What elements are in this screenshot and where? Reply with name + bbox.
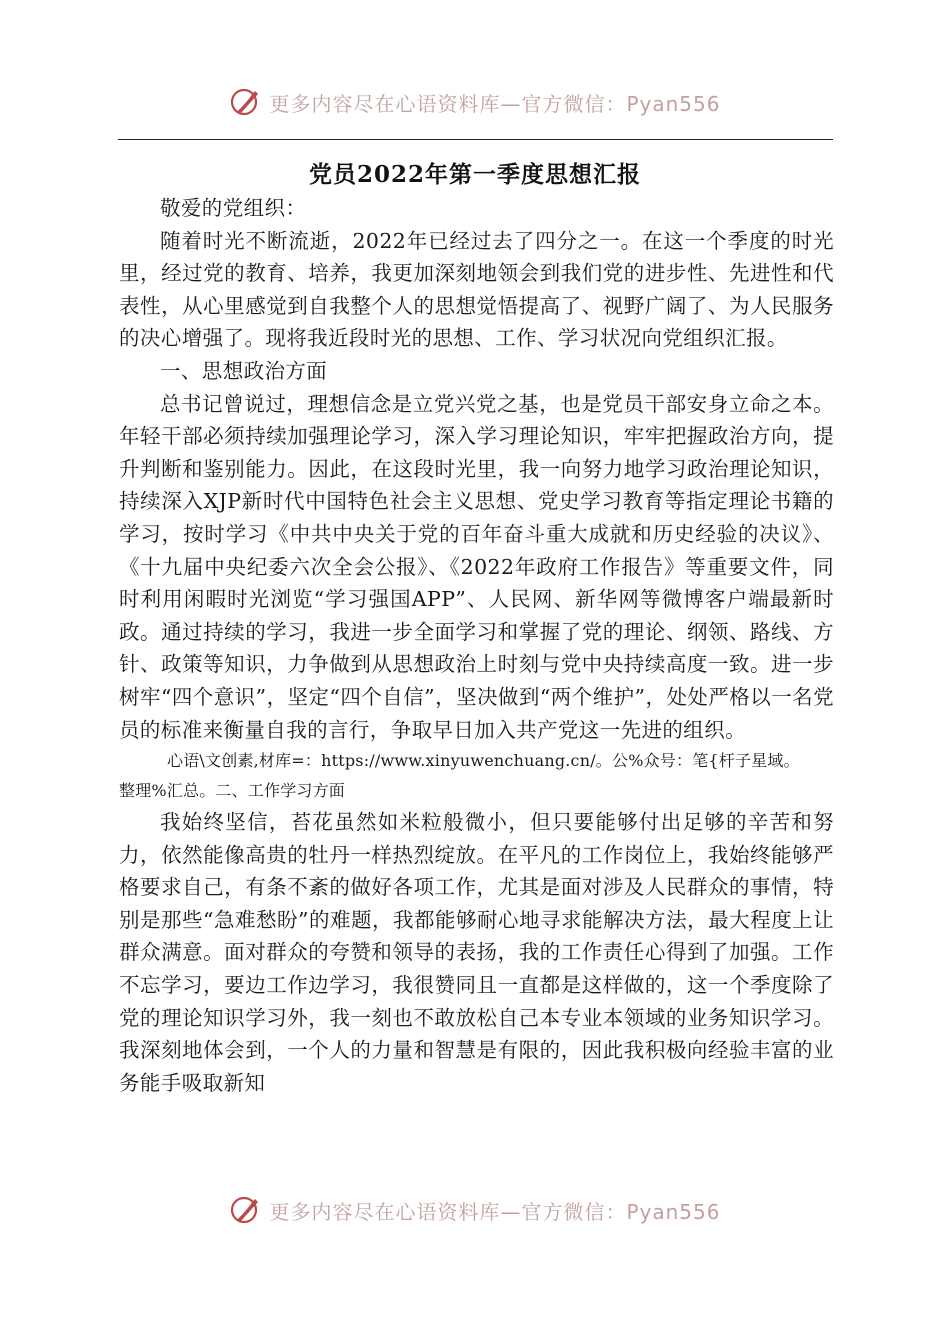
- document-body: [119, 192, 834, 1099]
- section-heading-1: 一、思想政治方面: [160, 358, 328, 383]
- banner-text: 更多内容尽在心语资料库—官方微信：Pyan556: [269, 1199, 721, 1224]
- paragraph-work: 我始终坚信，苔花虽然如米粒般微小，但只要能够付出足够的辛苦和努力，依然能像高贵的牡丹一样热烈绽放。在平凡的工作岗位上，我始终能够严格要求自己，有条不紊的做好各项工作，尤其是面对涉及人民群众的事情，特别是那些“急难愁盼”的难题，我都能够耐心地寻求能解决方法，最大程度上让群众满意。面对群众的夸赞和领导的表扬，我的工作责任心得到了加强。工作不忘学习，要边工作边学习，我很赞同且一直都是这样做的，这一个季度除了党的理论知识学习外，我一刻也不敢放松自己本专业本领域的业务知识学习。我深刻地体会到，一个人的力量和智慧是有限的，因此我积极向经验丰富的业务能手吸取新知: [119, 810, 834, 1095]
- footer-banner: [0, 1190, 950, 1230]
- quill-logo-icon: [229, 85, 263, 119]
- banner-text: 更多内容尽在心语资料库—官方微信：Pyan556: [269, 91, 721, 116]
- document-title: 党员2022年第一季度思想汇报: [308, 161, 641, 188]
- paragraph-intro: 随着时光不断流逝，2022年已经过去了四分之一。在这一个季度的时光里，经过党的教育、培养，我更加深刻地领会到我们党的进步性、先进性和代表性，从心里感觉到自我整个人的思想觉悟提高了、视野广阔了、为人民服务的决心增强了。现将我近段时光的思想、工作、学习状况向党组织汇报。: [119, 228, 834, 351]
- paragraph-political: 总书记曾说过，理想信念是立党兴党之基，也是党员干部安身立命之本。年轻干部必须持续加强理论学习，深入学习理论知识，牢牢把握政治方向，提升判断和鉴别能力。因此，在这段时光里，我一向努力地学习政治理论知识，持续深入XJP新时代中国特色社会主义思想、党史学习教育等指定理论书籍的学习，按时学习《中共中央关于党的百年奋斗重大成就和历史经验的决议》、《十九届中央纪委六次全会公报》、《2022年政府工作报告》等重要文件，同时利用闲暇时光浏览“学习强国APP”、人民网、新华网等微博客户端最新时政。通过持续的学习，我进一步全面学习和掌握了党的理论、纲领、路线、方针、政策等知识，力争做到从思想政治上时刻与党中央持续高度一致。进一步树牢“四个意识”，坚定“四个自信”，坚决做到“两个维护”，处处严格以一名党员的标准来衡量自我的言行，争取早日加入共产党这一先进的组织。: [119, 391, 834, 742]
- header-divider: [118, 139, 833, 140]
- header-banner: [0, 82, 950, 122]
- salutation: 敬爱的党组织：: [160, 196, 307, 220]
- watermark-note-line2: 整理%汇总。二、工作学习方面: [119, 781, 346, 801]
- quill-logo-icon: [229, 1193, 263, 1227]
- watermark-note-line1: 心语\文创素,材库=：https://www.xinyuwenchuang.cn/。公%众号：笔{杆子星域。: [167, 751, 800, 771]
